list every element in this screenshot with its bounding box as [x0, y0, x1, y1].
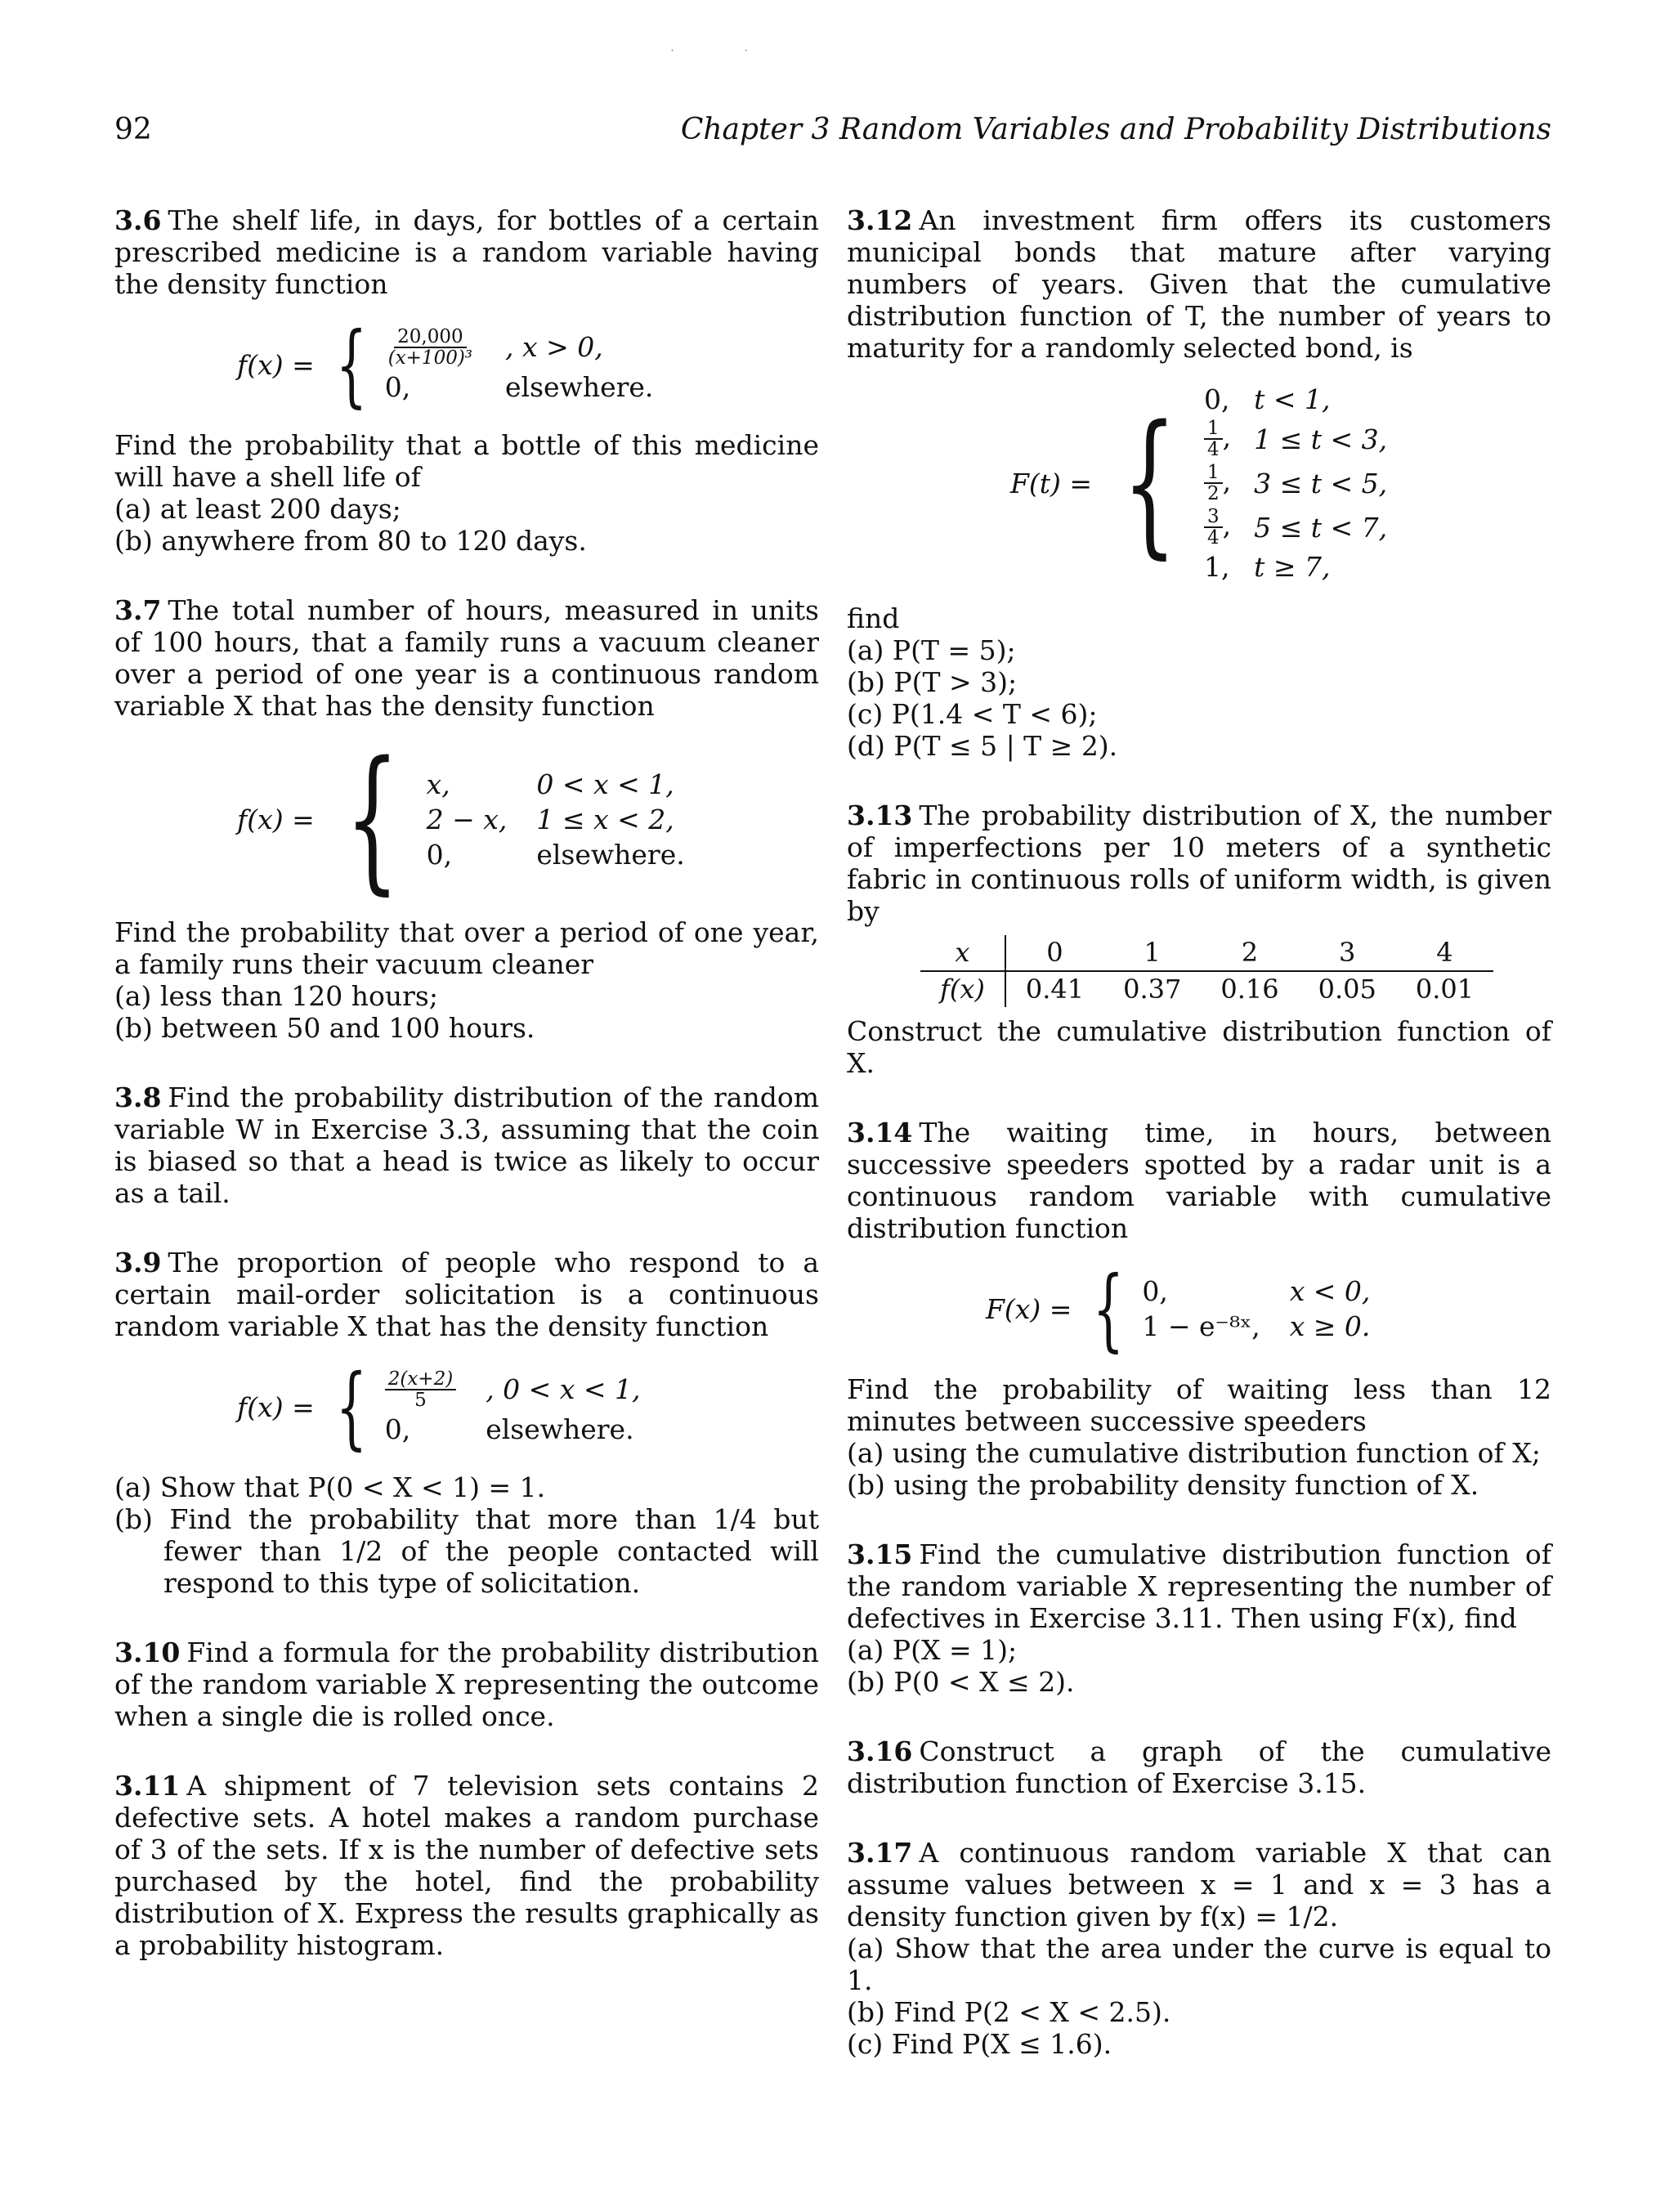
case-condition: 0 < x < 1,: [536, 768, 674, 800]
table-row: [920, 971, 1493, 1007]
exercise-number: 3.17: [847, 1837, 913, 1869]
piecewise-cases: [385, 327, 654, 403]
exercise-text: Construct the cumulative distribution function of X.: [847, 1015, 1551, 1079]
table-cell: 0.41: [1025, 974, 1085, 1005]
part-d: (d) P(T ≤ 5 | T ≥ 2).: [847, 730, 1118, 762]
exercise-3-14: [847, 1117, 1551, 1501]
case-value: $\frac{1}{4}$ ,: [1204, 419, 1231, 459]
case-condition: t ≥ 7,: [1254, 551, 1331, 583]
exercise-3-6: [114, 204, 819, 557]
case-condition: elsewhere.: [505, 370, 654, 403]
exercise-text: Find the probability distribution of the random variable W in Exercise 3.3, assuming that the coin is biased so that a head is twice as likely to occur as a tail.: [114, 1081, 819, 1209]
brace-symbol: {: [335, 312, 367, 417]
piecewise-cases: [1142, 1275, 1370, 1342]
case-value: $\frac{1}{2}$ ,: [1204, 463, 1231, 504]
table-row: [920, 935, 1493, 971]
piecewise-cases: [427, 768, 685, 871]
fraction-numerator: 3: [1204, 507, 1223, 528]
exercise-3-15: [847, 1538, 1551, 1698]
case-value: [385, 327, 476, 368]
case-value: $\frac{3}{4}$ ,: [1204, 507, 1231, 548]
exercise-number: 3.7: [114, 594, 162, 626]
density-equation: [237, 312, 819, 417]
exercise-number: 3.8: [114, 1081, 162, 1113]
brace-symbol: {: [1122, 392, 1177, 573]
piecewise-cases: [1204, 383, 1387, 583]
case-condition: 1 ≤ x < 2,: [536, 803, 674, 835]
running-head: Chapter 3 Random Variables and Probability Distributions: [680, 113, 1551, 146]
brace-symbol: {: [1093, 1256, 1125, 1361]
exercise-text: Find the probability that over a period of one year, a family runs their vacuum cleaner: [114, 916, 819, 980]
page-number: 92: [114, 113, 152, 146]
cdf-equation: [986, 1256, 1551, 1361]
exercise-number: 3.16: [847, 1735, 913, 1767]
exercise-number: 3.10: [114, 1637, 181, 1668]
fraction-numerator: 1: [1204, 419, 1223, 440]
fraction-numerator: 20,000: [394, 327, 466, 348]
table-cell: 1: [1103, 935, 1201, 971]
part-a: (a) Show that P(0 < X < 1) = 1.: [114, 1471, 546, 1503]
fraction-numerator: 2(x+2): [385, 1369, 456, 1390]
part-a: (a) P(X = 1);: [847, 1634, 1018, 1666]
case-value: 1 − e⁻⁸ˣ,: [1142, 1310, 1260, 1342]
exercise-text: Construct a graph of the cumulative distribution function of Exercise 3.15.: [847, 1735, 1551, 1799]
exercise-text: The shelf life, in days, for bottles of a certain prescribed medicine is a random variable having the density function: [114, 204, 819, 300]
case-condition: , 0 < x < 1,: [486, 1373, 641, 1405]
fraction-denominator: (x+100)³: [387, 347, 473, 369]
part-b: (b) Find P(2 < X < 2.5).: [847, 1996, 1171, 2028]
exercise-3-13: [847, 799, 1551, 1079]
exercise-number: 3.11: [114, 1770, 181, 1802]
exercise-number: 3.15: [847, 1538, 913, 1570]
exercise-text: An investment firm offers its customers municipal bonds that mature after varying numbers of years. Given that the cumulative distribution function of T, the number of years to maturity for a randomly selected bond, is: [847, 204, 1551, 364]
part-b: (b) using the probability density function of X.: [847, 1469, 1479, 1501]
case-value: 0,: [1142, 1275, 1168, 1307]
equation-lhs: f(x) =: [237, 1390, 315, 1423]
row-label: x: [920, 935, 1005, 971]
brace-symbol: {: [344, 728, 400, 909]
case-value: x,: [426, 768, 450, 800]
exercise-3-17: [847, 1837, 1551, 2060]
case-condition: 1 ≤ t < 3,: [1254, 423, 1388, 455]
exercise-text: A continuous random variable X that can assume values between x = 1 and x = 3 has a density function given by f(x) = 1/2.: [847, 1837, 1551, 1932]
density-equation: [237, 728, 819, 909]
equation-lhs: F(x) =: [986, 1292, 1072, 1325]
exercise-text: Find the cumulative distribution function of the random variable X representing the number of defectives in Exercise 3.11. Then using F(x), find: [847, 1538, 1551, 1634]
table-cell: 4: [1396, 935, 1493, 971]
cdf-equation: [1010, 383, 1551, 583]
exercise-number: 3.12: [847, 204, 913, 236]
case-condition: elsewhere.: [486, 1413, 634, 1445]
table-cell: 0.16: [1220, 974, 1279, 1005]
exercise-text: A shipment of 7 television sets contains 2 defective sets. A hotel makes a random purchase of 3 of the sets. If x is the number of defective sets purchased by the hotel, find the probability distribution of X. Express the results graphically as a probability histogram.: [114, 1770, 819, 1961]
density-equation: [237, 1355, 819, 1459]
case-value: 1,: [1203, 551, 1230, 583]
case-condition: 3 ≤ t < 5,: [1254, 467, 1388, 499]
table-cell: 0: [1005, 935, 1103, 971]
exercise-3-7: [114, 594, 819, 1044]
exercise-number: 3.13: [847, 799, 913, 831]
fraction-denominator: 4: [1206, 439, 1220, 460]
exercise-text: Find the probability that a bottle of this medicine will have a shell life of: [114, 429, 819, 493]
part-c: (c) Find P(X ≤ 1.6).: [847, 2028, 1112, 2060]
case-condition: 5 ≤ t < 7,: [1254, 511, 1388, 544]
table-cell: 0.37: [1123, 974, 1182, 1005]
exercise-text: The probability distribution of X, the number of imperfections per 10 meters of a synthetic fabric in continuous rolls of uniform width, is given by: [847, 799, 1551, 927]
case-value: 2 − x,: [426, 803, 508, 835]
fraction-numerator: 1: [1204, 463, 1223, 484]
case-value: 0,: [426, 838, 453, 871]
exercise-3-16: [847, 1735, 1551, 1799]
part-b: (b) between 50 and 100 hours.: [114, 1012, 535, 1044]
part-b: (b) P(0 < X ≤ 2).: [847, 1666, 1075, 1698]
case-value: 0,: [384, 370, 411, 403]
case-condition: , x > 0,: [505, 331, 603, 363]
exercise-text: find: [847, 602, 900, 634]
case-value: 0,: [384, 1413, 411, 1445]
exercise-text: The waiting time, in hours, between successive speeders spotted by a radar unit is a continuous random variable with cumulative distribution function: [847, 1117, 1551, 1244]
exercise-3-10: [114, 1637, 819, 1732]
right-column: [847, 204, 1551, 2098]
case-condition: t < 1,: [1254, 383, 1331, 415]
equation-lhs: F(t) =: [1010, 467, 1093, 499]
case-value: [385, 1369, 456, 1410]
equation-lhs: f(x) =: [237, 348, 315, 381]
fraction-denominator: 5: [414, 1389, 427, 1411]
exercise-text: Find the probability of waiting less than 12 minutes between successive speeders: [847, 1373, 1551, 1437]
fraction-denominator: 2: [1206, 483, 1220, 504]
exercise-number: 3.9: [114, 1247, 162, 1278]
fraction-denominator: 4: [1206, 527, 1220, 549]
part-b: (b) P(T > 3);: [847, 666, 1018, 698]
exercise-text: Find a formula for the probability distribution of the random variable X representing the outcome when a single die is rolled once.: [114, 1637, 819, 1732]
case-condition: x < 0,: [1289, 1275, 1371, 1307]
piecewise-cases: [385, 1369, 641, 1445]
table-cell: 2: [1201, 935, 1298, 971]
exercise-3-12: [847, 204, 1551, 762]
part-a: (a) less than 120 hours;: [114, 980, 438, 1012]
part-b: (b) anywhere from 80 to 120 days.: [114, 525, 587, 557]
exercise-text: The proportion of people who respond to a certain mail-order solicitation is a continuous random variable X that has the density function: [114, 1247, 819, 1342]
exercise-number: 3.6: [114, 204, 162, 236]
equation-lhs: f(x) =: [237, 803, 315, 835]
brace-symbol: {: [335, 1355, 367, 1459]
left-column: [114, 204, 819, 1999]
part-b: (b) Find the probability that more than 1/4 but fewer than 1/2 of the people contacted will respond to this type of solicitation.: [114, 1503, 819, 1599]
part-a: (a) at least 200 days;: [114, 493, 401, 525]
table-cell: 0.05: [1318, 974, 1376, 1005]
exercise-3-8: [114, 1081, 819, 1209]
case-condition: elsewhere.: [536, 838, 685, 871]
case-value: 0,: [1203, 383, 1230, 415]
exercise-number: 3.14: [847, 1117, 913, 1149]
part-a: (a) using the cumulative distribution function of X;: [847, 1437, 1541, 1469]
distribution-table: [920, 935, 1493, 1007]
top-mark: · ·: [670, 43, 781, 58]
exercise-text: The total number of hours, measured in units of 100 hours, that a family runs a vacuum cleaner over a period of one year is a continuous random variable X that has the density function: [114, 594, 819, 722]
row-label: f(x): [920, 971, 1005, 1007]
exercise-3-11: [114, 1770, 819, 1961]
part-c: (c) P(1.4 < T < 6);: [847, 698, 1098, 730]
part-a: (a) Show that the area under the curve is equal to 1.: [847, 1932, 1551, 1996]
table-cell: 3: [1299, 935, 1396, 971]
case-condition: x ≥ 0.: [1289, 1310, 1371, 1342]
part-a: (a) P(T = 5);: [847, 634, 1016, 666]
exercise-3-9: [114, 1247, 819, 1599]
table-cell: 0.01: [1415, 974, 1475, 1005]
